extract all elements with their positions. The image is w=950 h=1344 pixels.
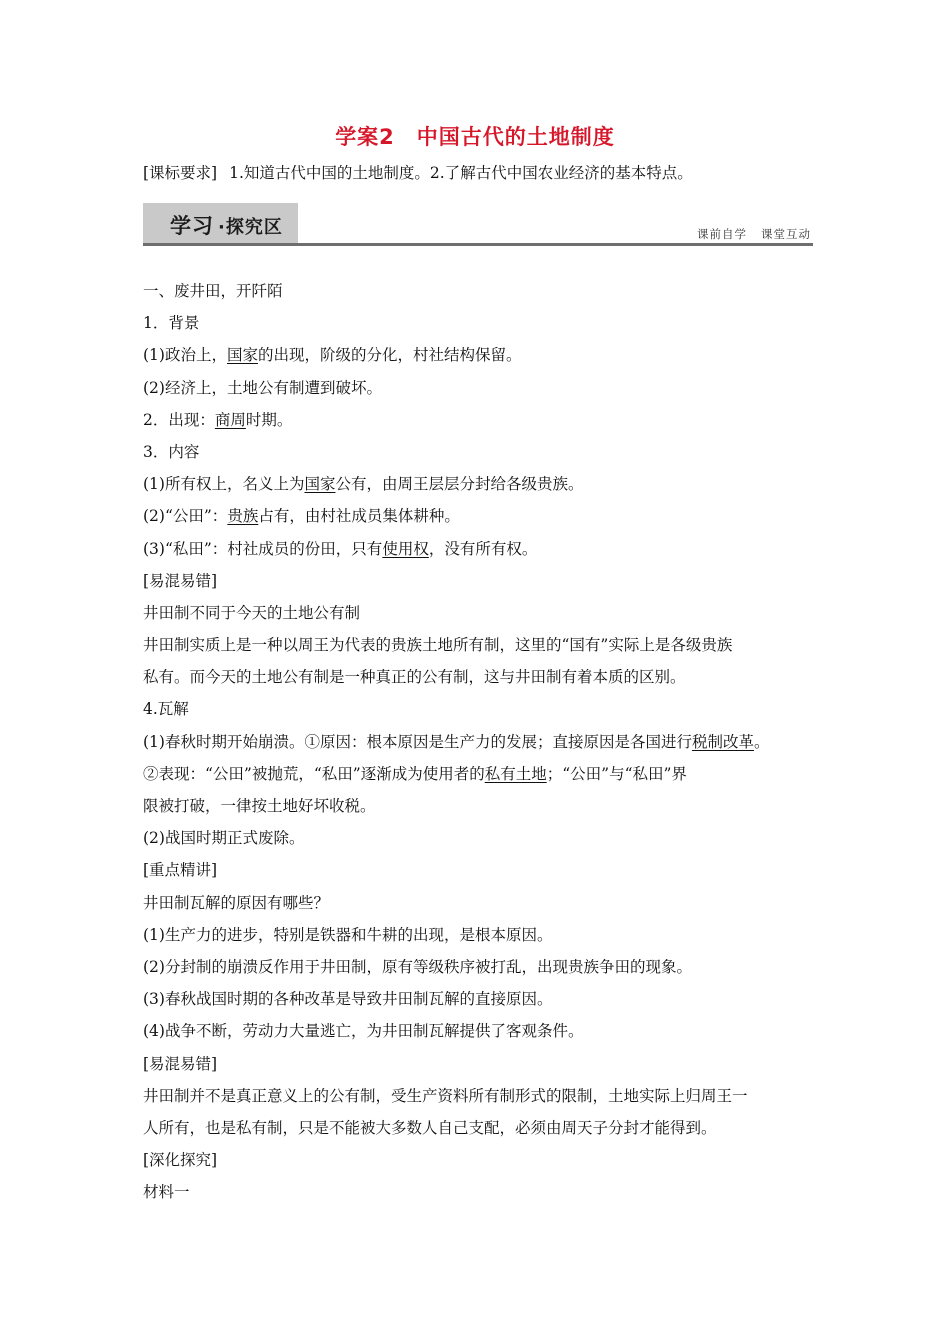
text-segment: 井田制并不是真正意义上的公有制，受生产资料所有制形式的限制，土地实际上归周王一	[143, 1086, 748, 1105]
text-line	[143, 372, 823, 404]
text-line	[143, 983, 823, 1015]
text-segment: [重点精讲]	[143, 861, 218, 880]
text-segment: 人所有，也是私有制，只是不能被大多数人自己支配，必须由周天子分封才能得到。	[143, 1118, 717, 1137]
text-line	[143, 307, 823, 339]
underlined-answer: 国家	[226, 346, 258, 365]
requirements-text: 1.知道古代中国的土地制度。2.了解古代中国农业经济的基本特点。	[229, 164, 693, 182]
underlined-answer: 私有土地	[484, 764, 547, 783]
text-line	[143, 468, 823, 500]
text-segment: 井田制不同于今天的土地公有制	[143, 603, 361, 622]
curriculum-requirements	[143, 162, 823, 184]
text-line	[143, 887, 823, 919]
text-segment: 占有，由村社成员集体耕种。	[258, 507, 460, 526]
requirements-tag: [课标要求]	[143, 164, 218, 182]
text-segment: (4)战争不断，劳动力大量逃亡，为井田制瓦解提供了客观条件。	[143, 1022, 584, 1041]
text-segment: 时期。	[245, 410, 293, 429]
text-segment: 井田制实质上是一种以周王为代表的贵族土地所有制，这里的“国有”实际上是各级贵族	[143, 636, 733, 655]
text-segment: 一、废井田，开阡陌	[143, 282, 283, 300]
text-segment: (1)所有权上，名义上为	[143, 475, 305, 494]
banner-tag-classroom: 课堂互动	[761, 227, 811, 241]
text-line	[143, 629, 823, 661]
text-line	[143, 919, 823, 951]
underlined-answer: 贵族	[227, 507, 259, 526]
text-line	[143, 854, 823, 886]
text-line	[143, 1048, 823, 1080]
text-segment: 。	[753, 732, 770, 751]
text-segment: 1．背景	[143, 314, 200, 333]
text-segment: ，没有所有权。	[428, 539, 538, 558]
text-line	[143, 339, 823, 371]
text-line	[143, 758, 823, 790]
text-segment: (1)政治上，	[143, 346, 227, 365]
text-segment: 3．内容	[143, 442, 200, 461]
text-segment: ②表现：“公田”被抛荒，“私田”逐渐成为使用者的	[143, 764, 485, 783]
text-segment: ；“公田”与“私田”界	[546, 764, 687, 783]
text-line	[143, 1112, 823, 1144]
text-line	[143, 404, 823, 436]
text-segment: (3)“私田”：村社成员的份田，只有	[143, 539, 383, 558]
text-line	[143, 275, 823, 307]
text-segment: 2．出现：	[143, 410, 215, 429]
text-segment: 私有。而今天的土地公有制是一种真正的公有制，这与井田制有着本质的区别。	[143, 668, 686, 687]
text-line	[143, 1144, 823, 1176]
text-segment: 的出现，阶级的分化，村社结构保留。	[257, 346, 522, 365]
text-line	[143, 565, 823, 597]
underlined-answer: 税制改革	[691, 732, 754, 751]
text-segment: [深化探究]	[143, 1151, 218, 1170]
text-line	[143, 661, 823, 693]
banner-tags	[697, 226, 811, 242]
text-line	[143, 822, 823, 854]
banner-sub-label: ·探究区	[218, 217, 283, 238]
text-line	[143, 693, 823, 725]
text-segment: [易混易错]	[143, 571, 218, 590]
text-line	[143, 1080, 823, 1112]
text-segment: 公有，由周王层层分封给各级贵族。	[335, 475, 584, 494]
text-segment: 限被打破，一律按土地好坏收税。	[143, 797, 376, 815]
banner-tag-preview: 课前自学	[697, 227, 747, 241]
document-body	[143, 275, 823, 1208]
underlined-answer: 商周	[214, 410, 246, 429]
text-line	[143, 726, 823, 758]
text-segment: (1)春秋时期开始崩溃。①原因：根本原因是生产力的发展；直接原因是各国进行	[143, 732, 692, 751]
text-line	[143, 436, 823, 468]
underlined-answer: 国家	[304, 475, 336, 494]
text-segment: (2)“公田”：	[143, 507, 228, 526]
text-segment: (1)生产力的进步，特别是铁器和牛耕的出现，是根本原因。	[143, 925, 553, 944]
underlined-answer: 使用权	[382, 539, 429, 558]
banner-heading	[170, 210, 283, 240]
text-line	[143, 951, 823, 983]
section-banner	[143, 203, 813, 247]
text-line	[143, 500, 823, 532]
text-line	[143, 1176, 823, 1208]
banner-rule	[143, 243, 813, 246]
text-segment: (2)经济上，土地公有制遭到破坏。	[143, 378, 382, 397]
banner-main-label: 学习	[170, 214, 214, 238]
text-segment: 4.瓦解	[143, 700, 189, 719]
text-line	[143, 1015, 823, 1047]
text-segment: (2)战国时期正式废除。	[143, 829, 305, 848]
text-segment: (2)分封制的崩溃反作用于井田制，原有等级秩序被打乱，出现贵族争田的现象。	[143, 957, 692, 976]
text-segment: 井田制瓦解的原因有哪些？	[143, 893, 330, 912]
text-segment: 材料一	[143, 1183, 190, 1202]
text-line	[143, 597, 823, 629]
text-segment: (3)春秋战国时期的各种改革是导致井田制瓦解的直接原因。	[143, 990, 553, 1009]
page-title: 学案2 中国古代的土地制度	[335, 125, 615, 149]
text-line	[143, 790, 823, 822]
text-segment: [易混易错]	[143, 1054, 218, 1073]
text-line	[143, 533, 823, 565]
